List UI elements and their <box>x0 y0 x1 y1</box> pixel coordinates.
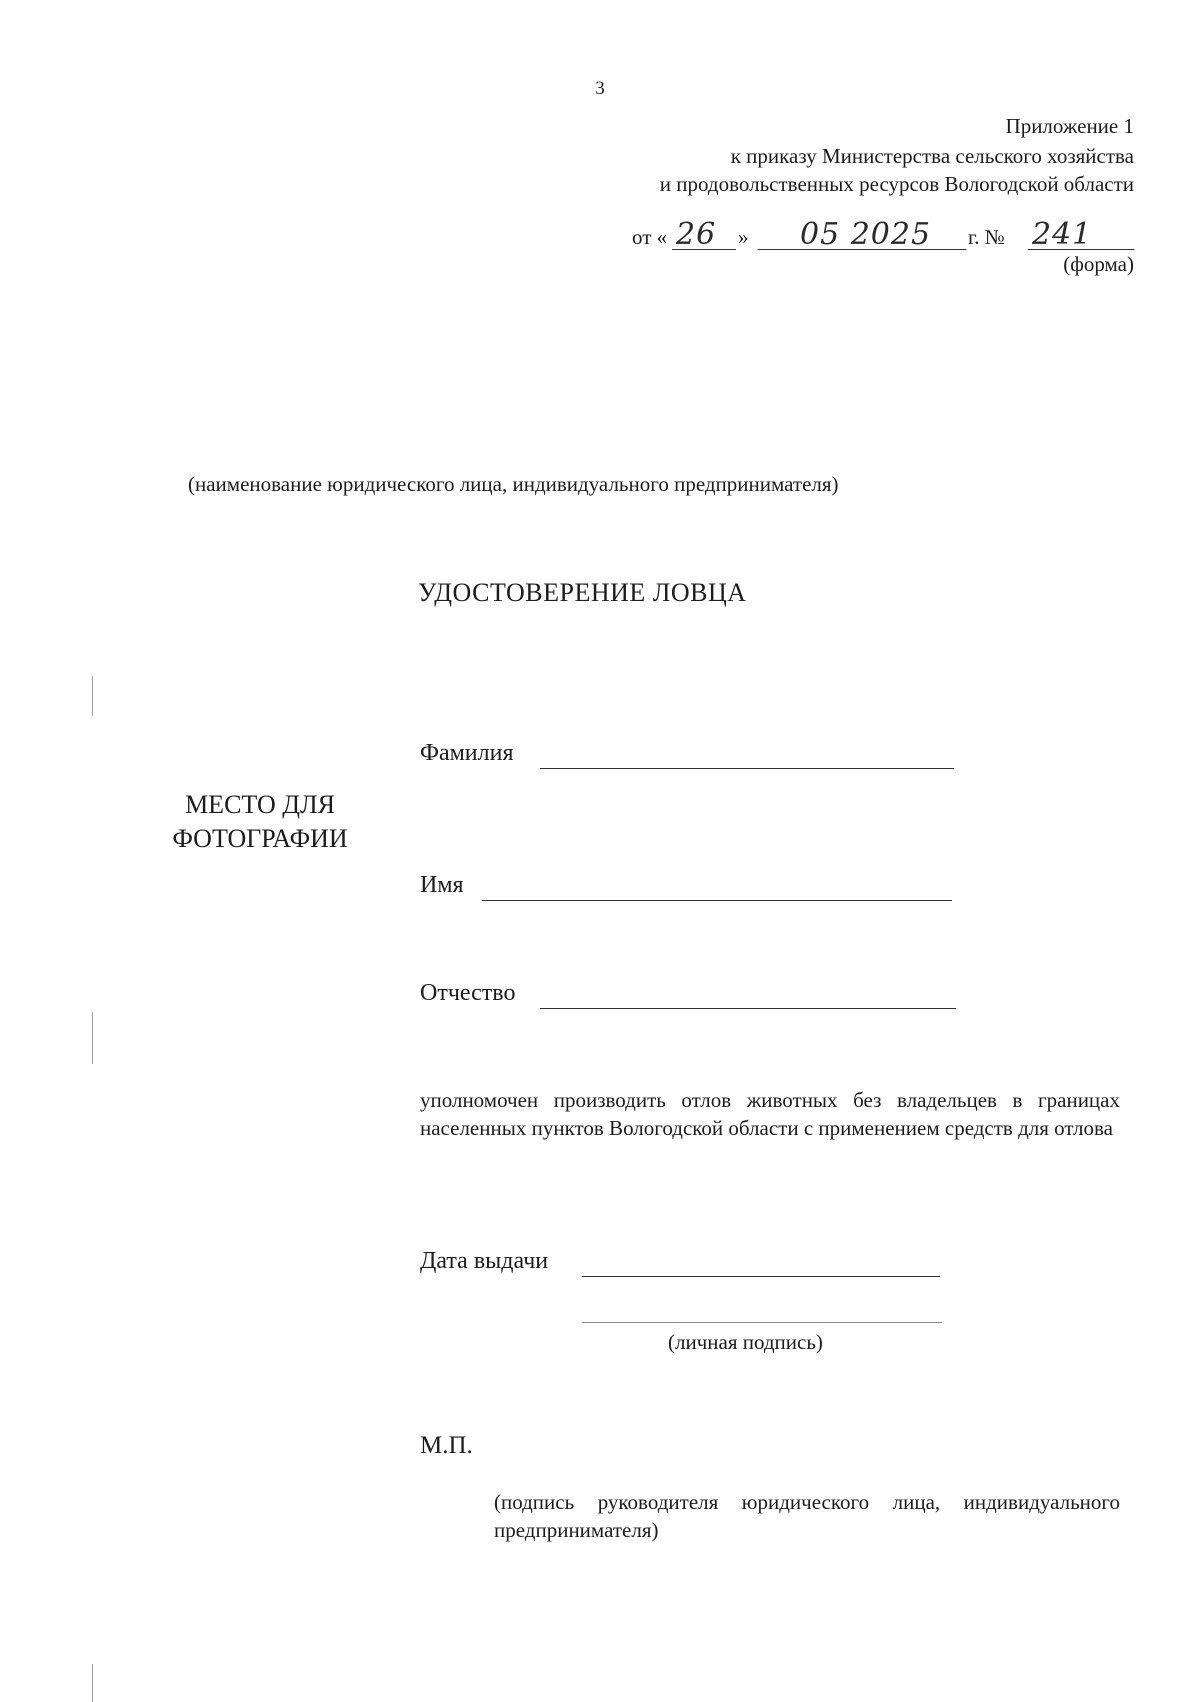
name-field[interactable] <box>482 900 952 901</box>
number-underline <box>1028 249 1134 250</box>
authority-text: уполномочен производить отлов животных без владельцев в границах населенных пунктов Вологодской области с применением средств для отлова <box>420 1088 1120 1140</box>
personal-signature-caption: (личная подпись) <box>668 1330 823 1354</box>
scan-artifact <box>92 676 93 716</box>
month-year-underline <box>758 249 966 250</box>
page-number: 3 <box>595 78 605 99</box>
surname-field[interactable] <box>540 768 954 769</box>
patronymic-field[interactable] <box>540 1008 956 1009</box>
appendix-line-2: к приказу Министерства сельского хозяйства <box>730 144 1134 168</box>
order-close-quote: » <box>738 225 749 249</box>
name-label: Имя <box>420 872 464 898</box>
photo-placeholder-line-2: ФОТОГРАФИИ <box>172 824 348 853</box>
order-number-handwritten: 241 <box>1032 217 1093 252</box>
photo-placeholder <box>150 788 370 856</box>
issue-date-field[interactable] <box>582 1276 940 1277</box>
patronymic-label: Отчество <box>420 980 516 1006</box>
order-year-suffix: г. № <box>968 225 1005 249</box>
day-underline <box>672 249 736 250</box>
order-prefix: от « <box>632 225 668 249</box>
document-title: УДОСТОВЕРЕНИЕ ЛОВЦА <box>418 578 747 607</box>
appendix-line-3: и продовольственных ресурсов Вологодской области <box>659 172 1134 196</box>
head-signature-caption: (подпись руководителя юридического лица, индивидуального предпринимателя) <box>494 1490 1120 1542</box>
order-day-handwritten: 26 <box>676 217 717 252</box>
surname-label: Фамилия <box>420 740 514 766</box>
scan-artifact <box>92 1012 93 1064</box>
appendix-line-1: Приложение 1 <box>1005 114 1134 138</box>
scan-artifact <box>92 1664 93 1702</box>
photo-placeholder-line-1: МЕСТО ДЛЯ <box>185 790 335 819</box>
order-date-number <box>614 212 1134 256</box>
personal-signature-field[interactable] <box>582 1322 942 1323</box>
form-label: (форма) <box>1063 252 1134 276</box>
issue-date-label: Дата выдачи <box>420 1248 549 1274</box>
order-month-year-handwritten: 05 2025 <box>800 217 932 252</box>
stamp-label: М.П. <box>420 1432 473 1459</box>
organization-caption: (наименование юридического лица, индивидуального предпринимателя) <box>188 472 839 496</box>
